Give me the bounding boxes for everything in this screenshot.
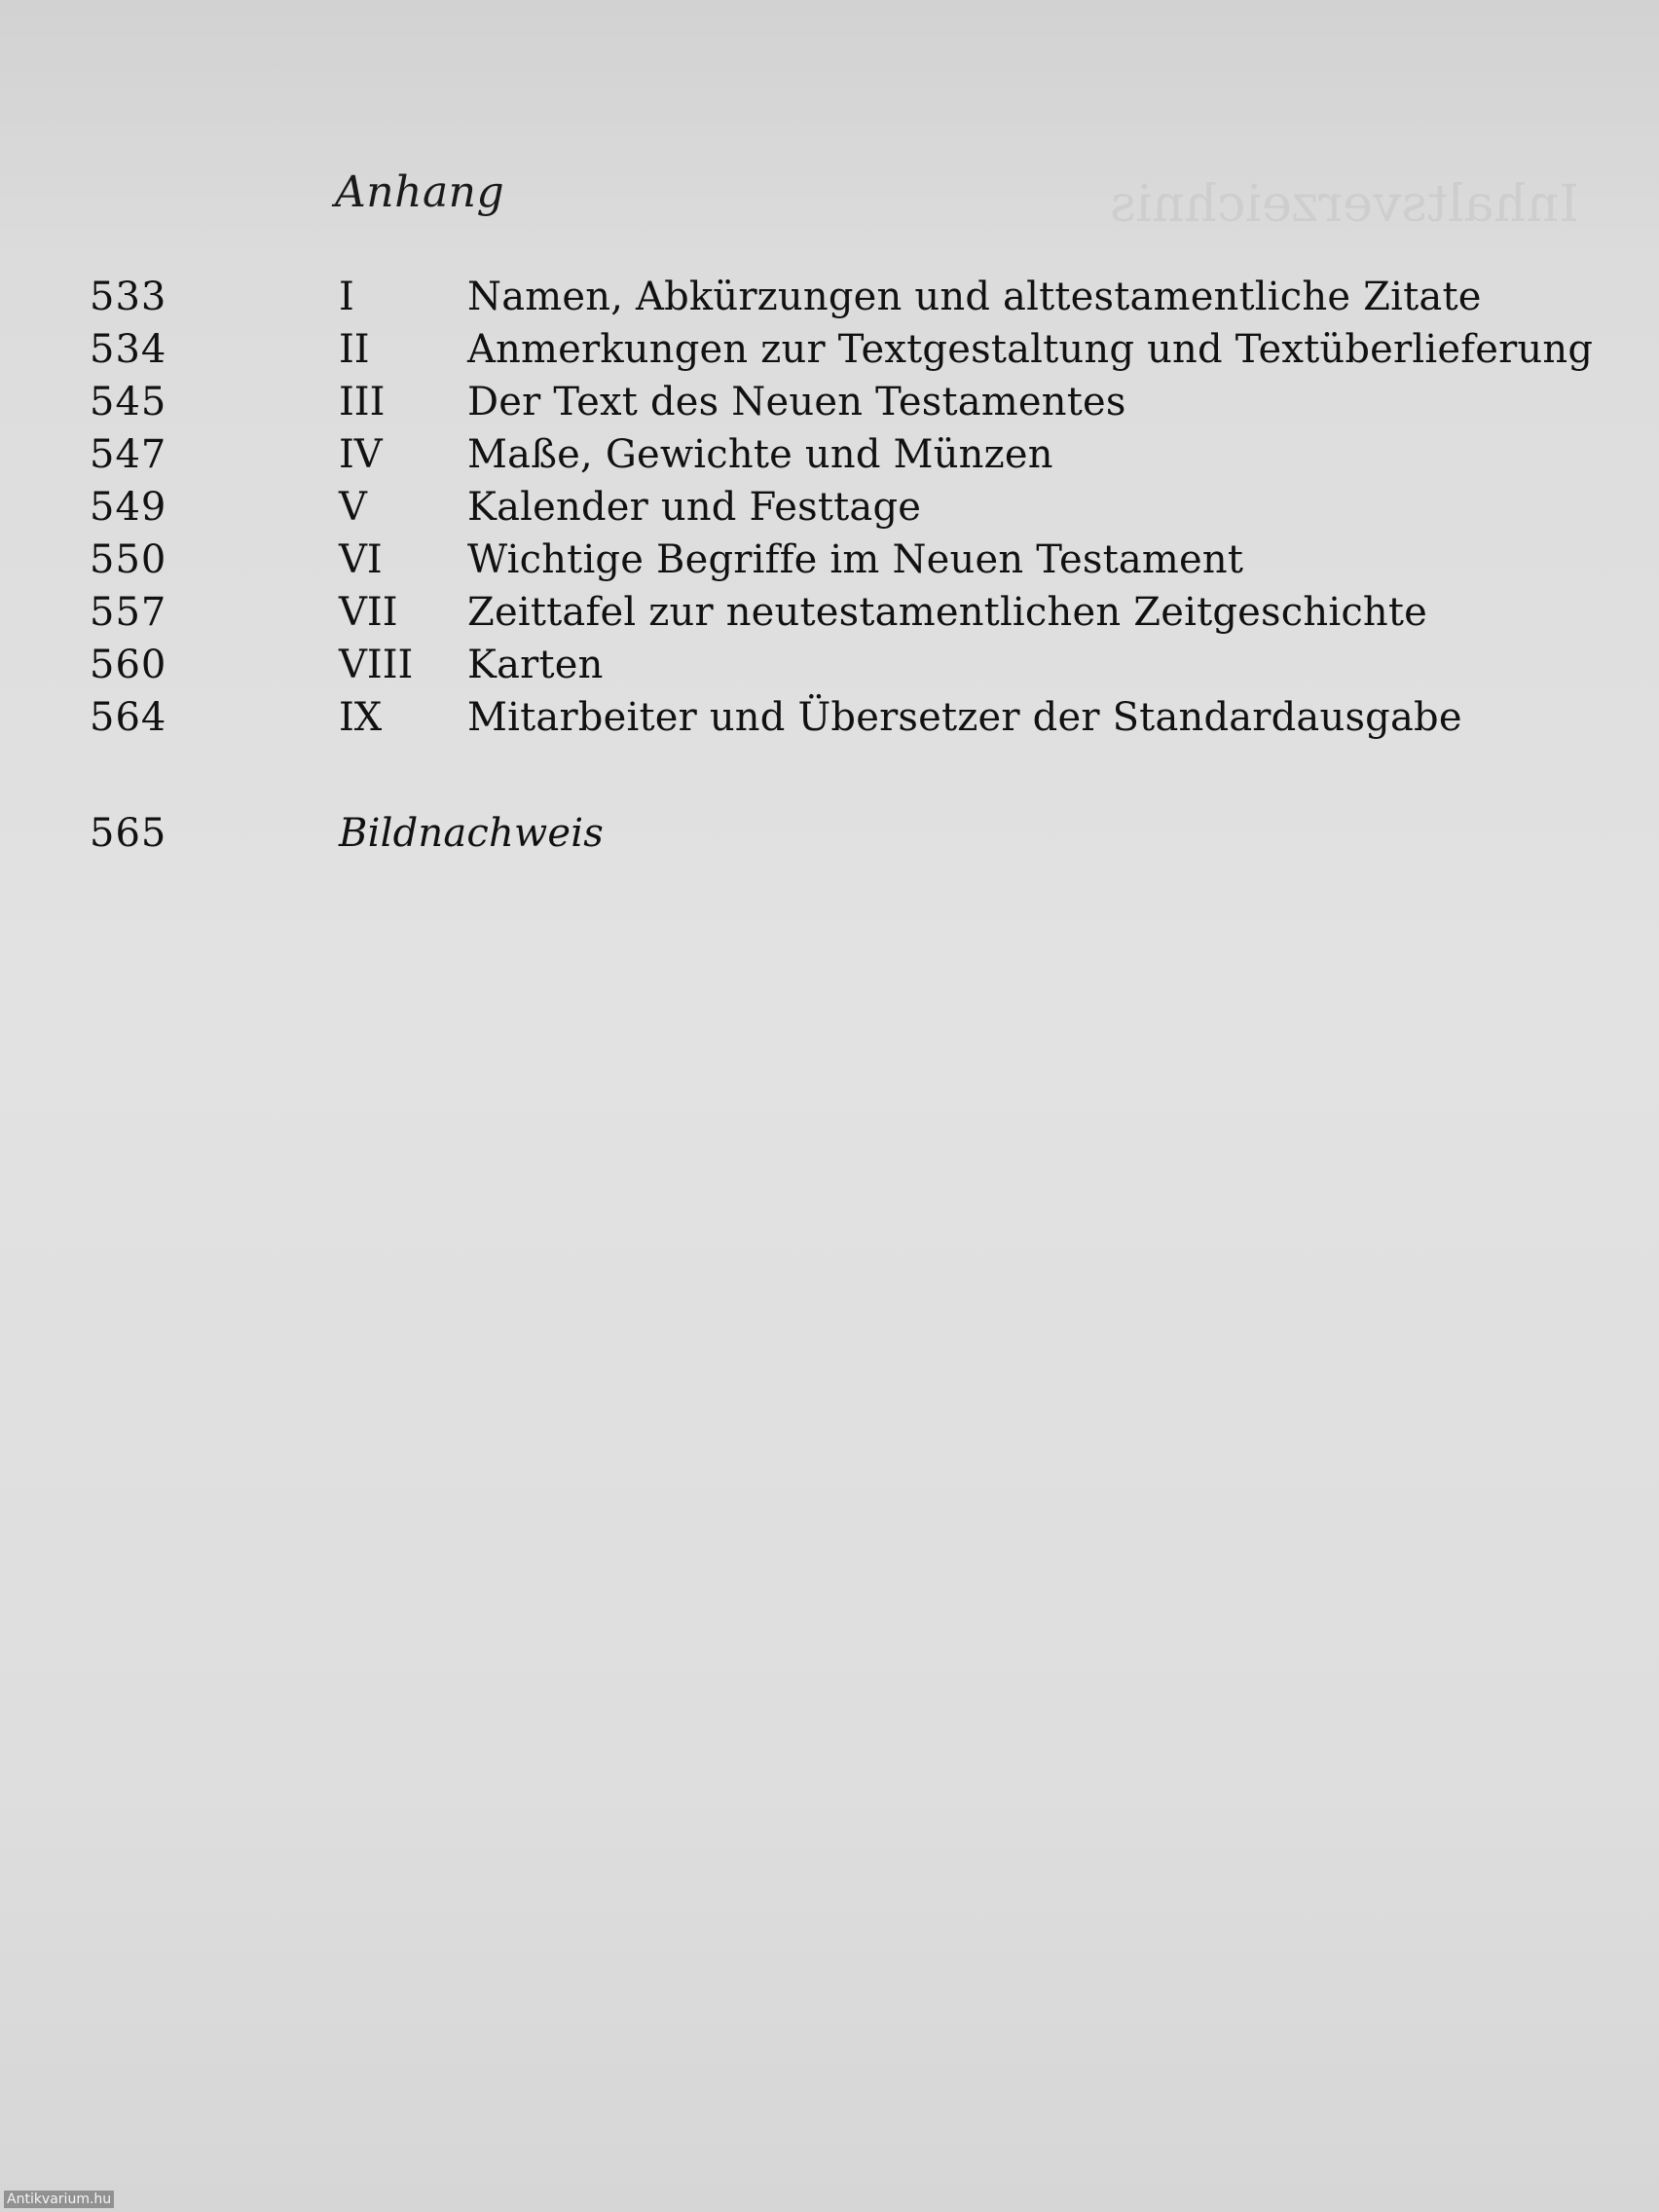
- roman-numeral: IX: [339, 695, 383, 740]
- entry-title: Namen, Abkürzungen und alttestamentliche Zitate: [467, 275, 1482, 319]
- section-heading: Anhang: [335, 167, 505, 217]
- roman-numeral: V: [339, 485, 367, 530]
- entry-title: Mitarbeiter und Übersetzer der Standardausgabe: [467, 695, 1462, 740]
- list-item: [0, 534, 1659, 586]
- list-item: [0, 639, 1659, 691]
- roman-numeral: II: [339, 327, 370, 372]
- list-item: [0, 691, 1659, 744]
- page-number: 550: [90, 537, 167, 582]
- page-number: 565: [90, 811, 167, 856]
- roman-numeral: VIII: [339, 643, 414, 687]
- entry-title: Der Text des Neuen Testamentes: [467, 380, 1126, 424]
- entry-title: Zeittafel zur neutestamentlichen Zeitgeschichte: [467, 590, 1428, 635]
- roman-numeral: I: [339, 275, 354, 319]
- roman-numeral: IV: [339, 432, 383, 477]
- page-number: 549: [90, 485, 167, 530]
- entry-title: Bildnachweis: [339, 811, 604, 856]
- list-item: [0, 428, 1659, 481]
- list-item: [0, 376, 1659, 428]
- page-number: 533: [90, 275, 167, 319]
- list-item: [0, 481, 1659, 534]
- roman-numeral: VI: [339, 537, 383, 582]
- entry-title: Kalender und Festtage: [467, 485, 922, 530]
- list-item: [0, 586, 1659, 639]
- page-number: 560: [90, 643, 167, 687]
- watermark: Antikvarium.hu: [4, 2191, 114, 2208]
- entry-title: Maße, Gewichte und Münzen: [467, 432, 1053, 477]
- page-number: 545: [90, 380, 167, 424]
- page-number: 557: [90, 590, 167, 635]
- list-item: [0, 323, 1659, 376]
- page-number: 547: [90, 432, 167, 477]
- show-through-title: Inhaltsverzeichnis: [1110, 175, 1579, 234]
- entry-title: Wichtige Begriffe im Neuen Testament: [467, 537, 1244, 582]
- page-number: 564: [90, 695, 167, 740]
- entry-title: Karten: [467, 643, 604, 687]
- entry-title: Anmerkungen zur Textgestaltung und Textüberlieferung: [467, 327, 1594, 372]
- page-number: 534: [90, 327, 167, 372]
- roman-numeral: III: [339, 380, 386, 424]
- roman-numeral: VII: [339, 590, 398, 635]
- list-item-bildnachweis: [0, 806, 1659, 861]
- list-item: [0, 271, 1659, 323]
